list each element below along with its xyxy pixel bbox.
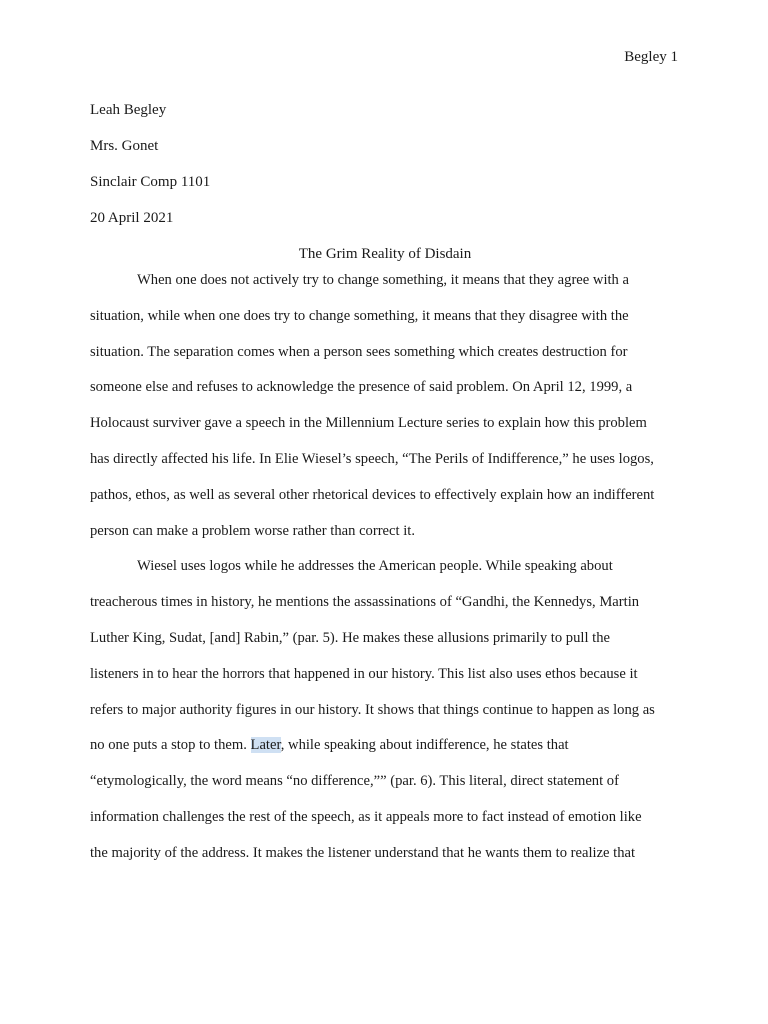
- mla-heading-block: [90, 92, 680, 272]
- author-name: Leah Begley: [90, 102, 167, 118]
- text-line: situation. The separation comes when a person sees something which creates destruction for: [90, 343, 628, 360]
- text-line: When one does not actively try to change something, it means that they agree with a: [137, 272, 629, 288]
- text-segment: , while speaking about indifference, he states that: [280, 737, 569, 754]
- instructor-name: Mrs. Gonet: [90, 138, 159, 154]
- text-line: information challenges the rest of the speech, as it appeals more to fact instead of emotion like: [90, 808, 642, 825]
- text-line: “etymologically, the word means “no difference,”” (par. 6). This literal, direct statement of: [90, 773, 619, 790]
- text-line-with-selection: [90, 728, 680, 764]
- text-line: pathos, ethos, as well as several other rhetorical devices to effectively explain how an indifferent: [90, 486, 655, 503]
- text-line: the majority of the address. It makes the listener understand that he wants them to realize that: [90, 844, 636, 861]
- text-line: Holocaust surviver gave a speech in the Millennium Lecture series to explain how this problem: [90, 415, 647, 432]
- essay-date: 20 April 2021: [90, 210, 174, 226]
- text-line: listeners in to hear the horrors that happened in our history. This list also uses ethos because it: [90, 665, 638, 682]
- text-line: has directly affected his life. In Elie Wiesel’s speech, “The Perils of Indifference,” he uses logos,: [90, 450, 654, 467]
- text-line: treacherous times in history, he mentions the assassinations of “Gandhi, the Kennedys, Martin: [90, 594, 640, 611]
- course-name: Sinclair Comp 1101: [90, 174, 211, 190]
- text-line: Luther King, Sudat, [and] Rabin,” (par. 5). He makes these allusions primarily to pull the: [90, 629, 610, 646]
- selected-word-highlight[interactable]: Later: [250, 737, 281, 754]
- essay-title: The Grim Reality of Disdain: [298, 246, 472, 262]
- text-line: refers to major authority figures in our history. It shows that things continue to happen as long as: [90, 701, 655, 718]
- essay-body: [90, 263, 680, 872]
- running-header-page-number: Begley 1: [624, 49, 678, 65]
- text-line: situation, while when one does try to change something, it means that they disagree with the: [90, 307, 629, 324]
- text-line: Wiesel uses logos while he addresses the American people. While speaking about: [137, 558, 613, 575]
- paragraph-1: [90, 263, 680, 549]
- text-line: person can make a problem worse rather than correct it.: [90, 522, 415, 539]
- paragraph-2: [90, 549, 680, 871]
- text-line: someone else and refuses to acknowledge the presence of said problem. On April 12, 1999, a: [90, 379, 633, 396]
- text-segment: no one puts a stop to them.: [90, 737, 251, 754]
